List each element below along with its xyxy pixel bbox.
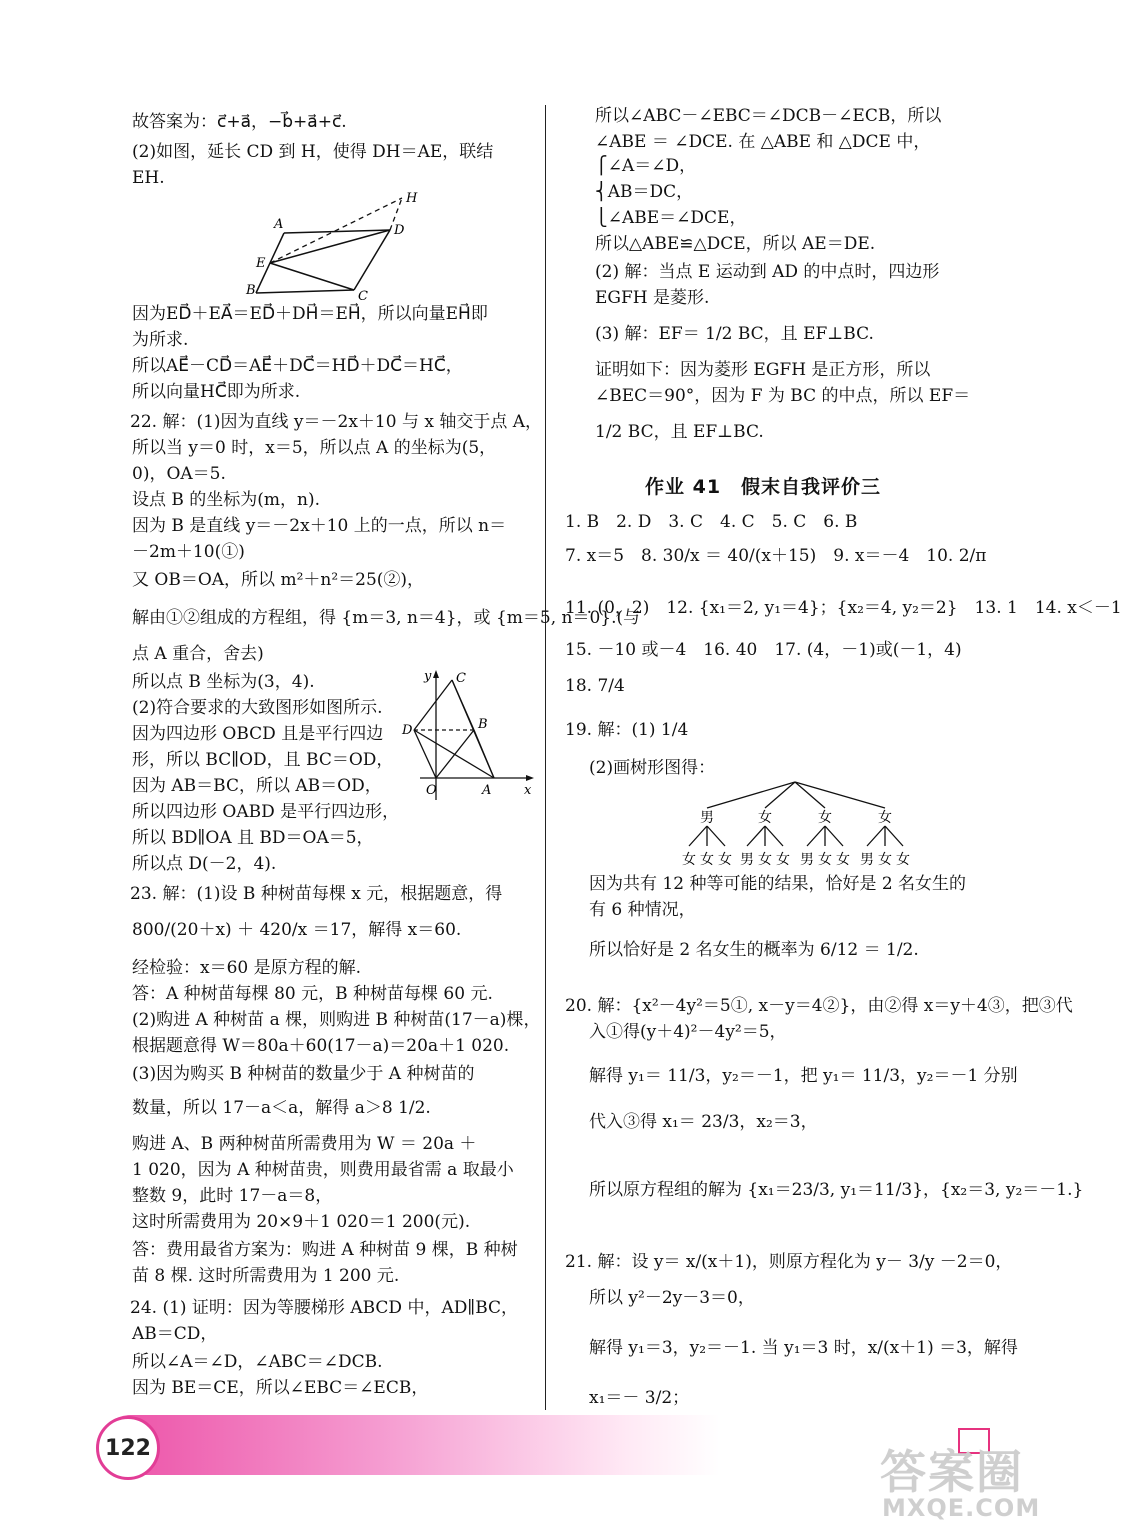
text-line: 根据题意得 W＝80a＋60(17－a)＝20a＋1 020.: [132, 1036, 510, 1056]
text-line: 经检验：x＝60 是原方程的解.: [132, 958, 362, 978]
tree-leaf: 女: [818, 852, 832, 868]
tree-node: 女: [818, 810, 832, 826]
text-line: 解得 y₁＝ 11/3，y₂＝－1，把 y₁＝ 11/3，y₂＝－1 分别: [589, 1066, 1018, 1086]
tree-leaf: 女: [758, 852, 772, 868]
text-line: 所以点 D(－2，4).: [132, 854, 277, 874]
text-line: ⎨AB＝DC，: [595, 182, 694, 202]
text-line: 因为ED⃗＋EA⃗＝ED⃗＋DH⃗＝EH⃗，所以向量EH⃗即: [132, 304, 488, 324]
text-line: 800/(20＋x) ＋ 420/x ＝17，解得 x＝60.: [132, 920, 462, 940]
tree-node: 女: [758, 810, 772, 826]
text-line: (2)如图，延长 CD 到 H，使得 DH＝AE，联结: [132, 142, 494, 162]
text-line: EGFH 是菱形.: [595, 288, 710, 308]
tree-leaf: 女: [682, 852, 696, 868]
text-line: 1 020，因为 A 种树苗贵，则费用最省需 a 取最小: [132, 1160, 514, 1180]
text-line: 故答案为：c⃗+a⃗，−b⃗+a⃗+c⃗.: [132, 112, 347, 132]
answer-line: 19. 解：(1) 1/4: [565, 720, 689, 740]
text-line: 又 OB＝OA，所以 m²＋n²＝25(②)，: [132, 570, 425, 590]
tree-leaf: 男: [740, 852, 754, 868]
text-line: 所以∠ABC－∠EBC＝∠DCB－∠ECB，所以: [595, 106, 942, 126]
label-y: y: [424, 669, 432, 684]
text-line: 答：费用最省方案为：购进 A 种树苗 9 棵，B 种树: [132, 1240, 518, 1260]
text-line: 所以原方程组的解为 {x₁＝23/3, y₁＝11/3}，{x₂＝3, y₂＝－1.}: [589, 1180, 1084, 1200]
label-b: B: [246, 283, 256, 298]
text-line: (3)因为购买 B 种树苗的数量少于 A 种树苗的: [132, 1064, 475, 1084]
text-line: 苗 8 棵. 这时所需费用为 1 200 元.: [132, 1266, 400, 1286]
text-line: 因为共有 12 种等可能的结果，恰好是 2 名女生的: [589, 874, 967, 894]
answer-line: 18. 7/4: [565, 676, 625, 696]
text-line: 因为 B 是直线 y＝－2x＋10 上的一点，所以 n＝: [132, 516, 507, 536]
text-line: 答：A 种树苗每棵 80 元，B 种树苗每棵 60 元.: [132, 984, 493, 1004]
text-line: 所以四边形 OABD 是平行四边形，: [132, 802, 400, 822]
watermark-logo: [860, 1436, 1045, 1526]
label-o: O: [426, 783, 437, 798]
tree-node: 女: [878, 810, 892, 826]
watermark-url: MXQE.COM: [882, 1494, 1041, 1522]
text-line: 所以点 B 坐标为(3，4).: [132, 672, 315, 692]
text-line: 解由①②组成的方程组，得 {m＝3, n＝4}，或 {m＝5, n＝0}.(与: [132, 608, 641, 628]
tree-leaf: 男: [860, 852, 874, 868]
label-a: A: [482, 783, 492, 798]
tree-leaf: 女: [896, 852, 910, 868]
tree-leaf: 女: [878, 852, 892, 868]
text-line: (2)购进 A 种树苗 a 棵，则购进 B 种树苗(17－a)棵，: [132, 1010, 541, 1030]
text-line: 设点 B 的坐标为(m，n).: [132, 490, 321, 510]
text-line: ∠ABE ＝ ∠DCE. 在 △ABE 和 △DCE 中，: [595, 132, 931, 152]
answer-line: 11. (0，2) 12. {x₁＝2, y₁＝4}；{x₂＝4, y₂＝2} 13. 1 14. x＜－1: [565, 598, 1122, 618]
text-line: 所以 BD∥OA 且 BD＝OA＝5，: [132, 828, 374, 848]
coordinate-figure: [400, 668, 540, 806]
text-line: (2) 解：当点 E 运动到 AD 的中点时，四边形: [595, 262, 940, 282]
label-d: D: [394, 223, 405, 238]
label-a: A: [274, 217, 284, 232]
tree-node: 男: [700, 810, 714, 826]
text-line: (2)画树形图得：: [589, 758, 716, 778]
parallelogram-figure: [242, 188, 452, 303]
text-line: 有 6 种情况，: [589, 900, 696, 920]
label-c: C: [456, 671, 466, 686]
text-line: ⎩∠ABE＝∠DCE，: [595, 208, 747, 228]
text-line: 20. 解：{x²－4y²＝5①, x－y＝4②}，由②得 x＝y＋4③，把③代: [565, 996, 1073, 1016]
watermark-text: 答案圈: [880, 1445, 1024, 1499]
text-line: 所以∠A＝∠D，∠ABC＝∠DCB.: [132, 1352, 383, 1372]
text-line: (3) 解：EF＝ 1/2 BC，且 EF⊥BC.: [595, 324, 874, 344]
answer-line: 1. B 2. D 3. C 4. C 5. C 6. B: [565, 512, 858, 532]
text-line: 因为 BE＝CE，所以∠EBC＝∠ECB，: [132, 1378, 429, 1398]
tree-leaf: 男: [800, 852, 814, 868]
label-x: x: [524, 783, 532, 798]
page-number: 122: [96, 1416, 160, 1480]
text-line: 购进 A、B 两种树苗所需费用为 W ＝ 20a ＋: [132, 1134, 477, 1154]
text-line: 21. 解：设 y＝ x/(x＋1)，则原方程化为 y－ 3/y －2＝0，: [565, 1252, 1013, 1272]
tree-leaf: 女: [836, 852, 850, 868]
label-b: B: [478, 717, 488, 732]
text-line: 这时所需费用为 20×9＋1 020＝1 200(元).: [132, 1212, 471, 1232]
text-line: 23. 解：(1)设 B 种树苗每棵 x 元，根据题意，得: [130, 884, 503, 904]
text-line: 形，所以 BC∥OD，且 BC＝OD，: [132, 750, 394, 770]
label-h: H: [406, 191, 418, 206]
text-line: x₁＝－ 3/2；: [589, 1388, 690, 1408]
tree-leaf: 女: [776, 852, 790, 868]
text-line: 整数 9，此时 17－a＝8，: [132, 1186, 333, 1206]
text-line: ∠BEC＝90°，因为 F 为 BC 的中点，所以 EF＝: [595, 386, 971, 406]
tree-leaf: 女: [700, 852, 714, 868]
text-line: 因为四边形 OBCD 且是平行四边: [132, 724, 384, 744]
text-line: 24. (1) 证明：因为等腰梯形 ABCD 中，AD∥BC，: [130, 1298, 519, 1318]
label-d: D: [402, 723, 413, 738]
text-line: 22. 解：(1)因为直线 y＝－2x＋10 与 x 轴交于点 A，: [130, 412, 543, 432]
text-line: 解得 y₁＝3，y₂＝－1. 当 y₁＝3 时，x/(x＋1) ＝3，解得: [589, 1338, 1018, 1358]
text-line: 0)，OA＝5.: [132, 464, 226, 484]
label-c: C: [358, 289, 368, 304]
text-line: 数量，所以 17－a＜a，解得 a＞8 1/2.: [132, 1098, 431, 1118]
text-line: 所以AE⃗－CD⃗＝AE⃗＋DC⃗＝HD⃗＋DC⃗＝HC⃗，: [132, 356, 463, 376]
text-line: AB＝CD，: [132, 1324, 218, 1344]
section-title: 作业 41 假末自我评价三: [645, 476, 882, 498]
answer-line: 7. x＝5 8. 30/x ＝ 40/(x＋15) 9. x＝－4 10. 2/π: [565, 546, 987, 566]
text-line: 证明如下：因为菱形 EGFH 是正方形，所以: [595, 360, 931, 380]
text-line: 所以恰好是 2 名女生的概率为 6/12 ＝ 1/2.: [589, 940, 919, 960]
text-line: 所以当 y＝0 时，x＝5，所以点 A 的坐标为(5，: [132, 438, 497, 458]
text-line: 所以 y²－2y－3＝0，: [589, 1288, 755, 1308]
tree-diagram: [655, 778, 915, 870]
text-line: 因为 AB＝BC，所以 AB＝OD，: [132, 776, 382, 796]
text-line: 所以△ABE≌△DCE，所以 AE＝DE.: [595, 234, 876, 254]
footer-bar: [100, 1415, 720, 1475]
text-line: ⎧∠A＝∠D，: [595, 156, 697, 176]
text-line: 代入③得 x₁＝ 23/3，x₂＝3，: [589, 1112, 818, 1132]
text-line: 为所求.: [132, 330, 189, 350]
text-line: (2)符合要求的大致图形如图所示.: [132, 698, 383, 718]
text-line: 1/2 BC，且 EF⊥BC.: [595, 422, 764, 442]
column-divider: [545, 105, 546, 1410]
text-line: 点 A 重合，舍去): [132, 644, 264, 664]
text-line: －2m＋10(①): [132, 542, 245, 562]
text-line: 入①得(y＋4)²－4y²＝5，: [589, 1022, 787, 1042]
label-e: E: [256, 256, 266, 271]
tree-leaf: 女: [718, 852, 732, 868]
text-line: EH.: [132, 168, 165, 188]
answer-line: 15. －10 或－4 16. 40 17. (4，－1)或(－1，4): [565, 640, 962, 660]
text-line: 所以向量HC⃗即为所求.: [132, 382, 301, 402]
